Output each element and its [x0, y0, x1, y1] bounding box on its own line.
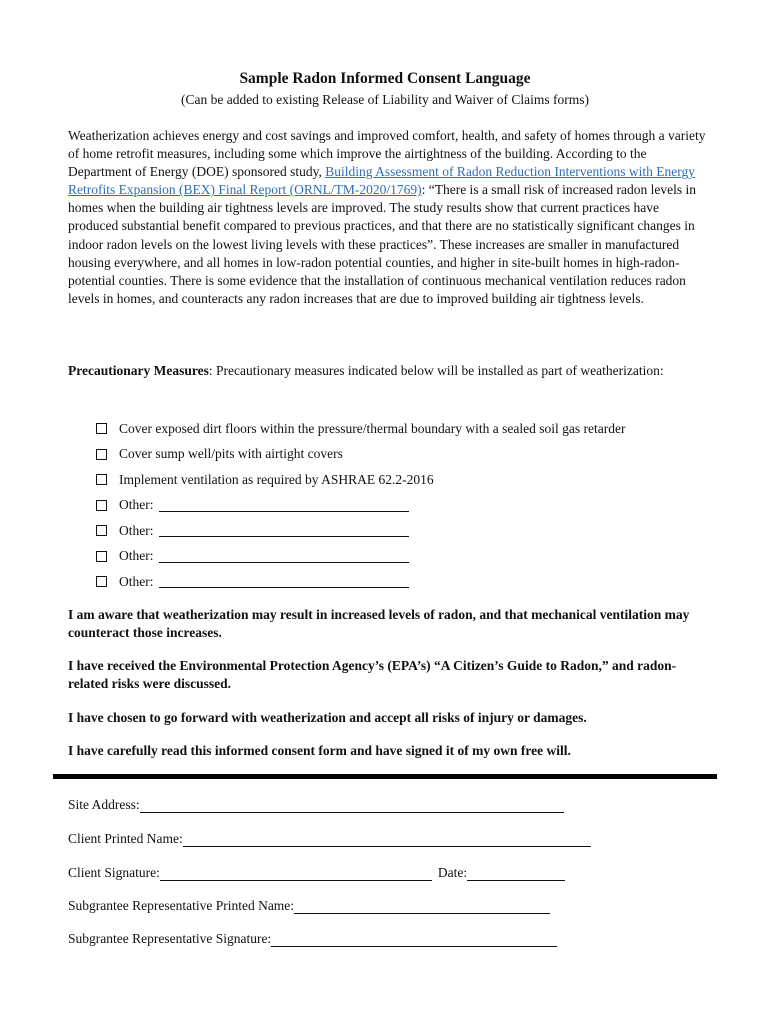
- measure-label: Other:: [119, 497, 154, 513]
- client-printed-name-row: [68, 831, 591, 847]
- client-signature-row: [68, 865, 565, 881]
- checkbox[interactable]: [96, 551, 107, 562]
- precautionary-paragraph: [68, 362, 708, 380]
- measure-label: Implement ventilation as required by ASHRAE 62.2-2016: [119, 471, 434, 487]
- measure-label: Cover exposed dirt floors within the pressure/thermal boundary with a sealed soil gas retarder: [119, 420, 626, 436]
- checkbox[interactable]: [96, 576, 107, 587]
- measures-checklist: [96, 416, 736, 595]
- intro-text-end: : “There is a small risk of increased radon levels in homes when the building air tightness levels are improved. The study results show that current practices have produced substantial benefit compared to previous practices, and that there are no statistically significant changes in indoor radon levels on the lowest living levels with these practices”. These increases are smaller in manufactured housing everywhere, and all homes in low-radon potential counties, and higher in site-built homes in high-radon-potential counties. There is some evidence that the installation of continuous mechanical ventilation reduces radon levels in homes, and counteracts any radon increases that are due to improved building air tightness levels.: [68, 182, 696, 306]
- site-address-label: Site Address:: [68, 797, 140, 812]
- subgrantee-signature-field[interactable]: [271, 934, 557, 947]
- measure-label: Other:: [119, 548, 154, 564]
- site-address-row: [68, 797, 564, 813]
- precautionary-text: : Precautionary measures indicated below will be installed as part of weatherization:: [208, 363, 664, 378]
- other-blank-line[interactable]: [159, 524, 409, 537]
- subgrantee-printed-name-row: [68, 898, 550, 914]
- statement-accept-risks: I have chosen to go forward with weatherization and accept all risks of injury or damages.: [68, 710, 587, 725]
- section-divider: [53, 774, 717, 779]
- client-printed-name-label: Client Printed Name:: [68, 831, 183, 846]
- intro-text-start: Weatherization achieves energy and cost savings and improved comfort, health, and safety of homes through a variety of home retrofit measures, including some which improve the airtightness of the building. According to the Department of Energy (DOE) sponsored study,: [68, 128, 706, 180]
- client-signature-label: Client Signature:: [68, 865, 160, 880]
- checkbox[interactable]: [96, 500, 107, 511]
- measure-label: Cover sump well/pits with airtight covers: [119, 446, 343, 462]
- measure-item-other: [96, 493, 736, 519]
- measure-item-other: [96, 518, 736, 544]
- document-subtitle: (Can be added to existing Release of Liability and Waiver of Claims forms): [180, 92, 590, 107]
- date-label: Date:: [437, 865, 468, 880]
- site-address-field[interactable]: [140, 800, 564, 813]
- subgrantee-printed-name-label: Subgrantee Representative Printed Name:: [68, 898, 295, 913]
- measure-label: Other:: [119, 573, 154, 589]
- other-blank-line[interactable]: [159, 499, 409, 512]
- other-blank-line[interactable]: [159, 550, 409, 563]
- checkbox[interactable]: [96, 449, 107, 460]
- statement-aware: I am aware that weatherization may result in increased levels of radon, and that mechanical ventilation may counteract those increases.: [68, 607, 690, 641]
- date-field[interactable]: [467, 868, 565, 881]
- other-blank-line[interactable]: [159, 575, 409, 588]
- measure-item: [96, 467, 736, 493]
- measure-item-other: [96, 544, 736, 570]
- measure-item: [96, 442, 736, 468]
- subgrantee-printed-name-field[interactable]: [294, 901, 550, 914]
- checkbox[interactable]: [96, 423, 107, 434]
- checkbox[interactable]: [96, 474, 107, 485]
- client-signature-field[interactable]: [160, 868, 432, 881]
- subgrantee-signature-label: Subgrantee Representative Signature:: [68, 931, 272, 946]
- statement-signed: I have carefully read this informed consent form and have signed it of my own free will.: [68, 743, 571, 758]
- measure-label: Other:: [119, 522, 154, 538]
- intro-paragraph: [68, 127, 708, 308]
- subgrantee-signature-row: [68, 931, 557, 947]
- bex-report-link[interactable]: Building Assessment of Radon Reduction Interventions with Energy Retrofits Expansion (BEX) Final Report (ORNL/TM-2020/1769): [68, 164, 696, 198]
- checkbox[interactable]: [96, 525, 107, 536]
- measure-item: [96, 416, 736, 442]
- statement-epa-guide: I have received the Environmental Protection Agency’s (EPA’s) “A Citizen’s Guide to Radon,” and radon-related risks were discussed.: [68, 658, 677, 692]
- document-title: Sample Radon Informed Consent Language: [239, 70, 531, 87]
- client-printed-name-field[interactable]: [183, 834, 591, 847]
- precautionary-heading: Precautionary Measures: [68, 363, 209, 378]
- measure-item-other: [96, 569, 736, 595]
